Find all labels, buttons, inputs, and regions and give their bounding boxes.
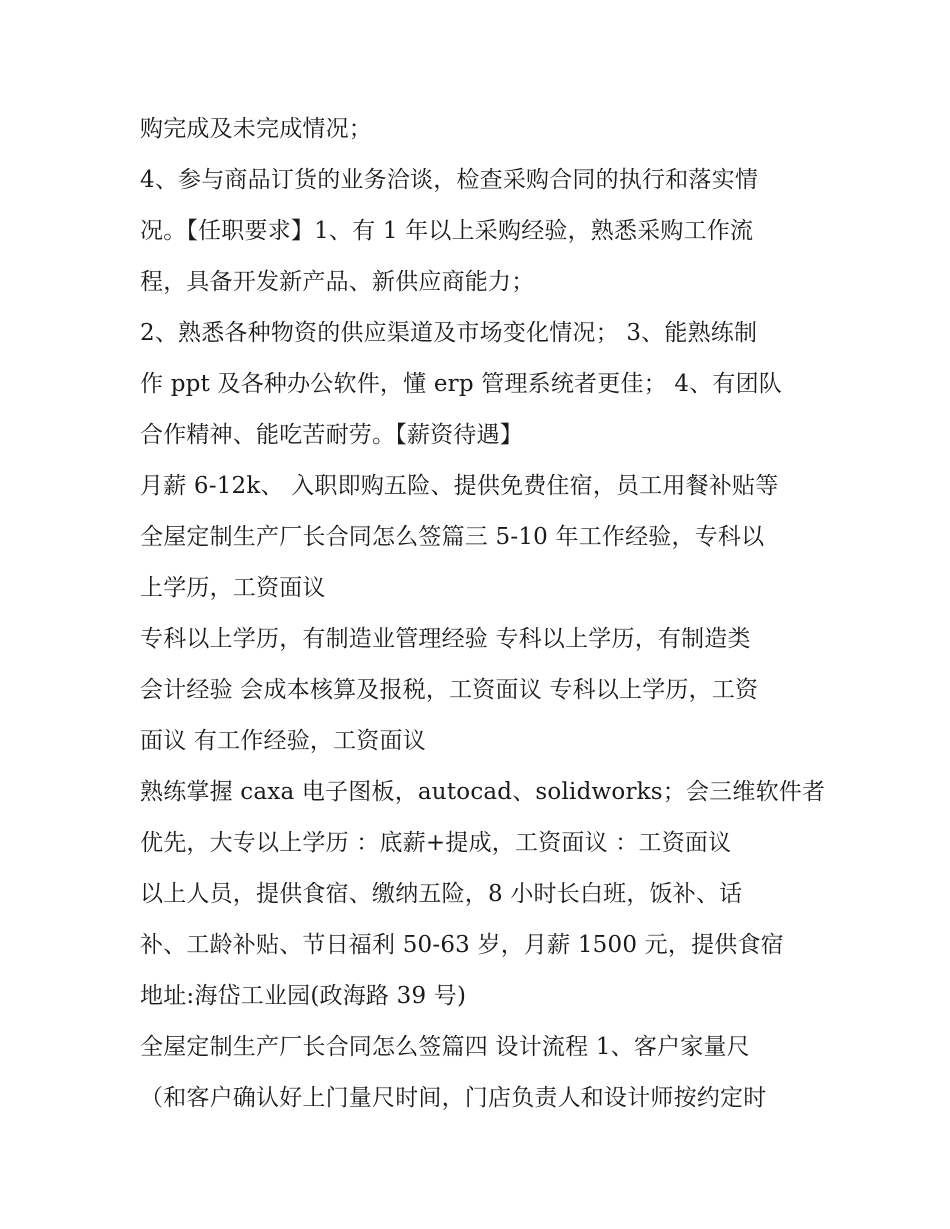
- text-line: 会计经验 会成本核算及报税，工资面议 专科以上学历，工资: [140, 677, 759, 703]
- text-line: 全屋定制生产厂长合同怎么签篇三 5-10 年工作经验，专科以: [140, 524, 765, 550]
- text-line: 程，具备开发新产品、新供应商能力；: [140, 269, 535, 295]
- text-line: （和客户确认好上门量尺时间，门店负责人和设计师按约定时: [140, 1085, 767, 1111]
- text-line: 优先，大专以上学历 ：底薪+提成，工资面议 ：工资面议: [140, 830, 732, 856]
- text-line: 全屋定制生产厂长合同怎么签篇四 设计流程 1、客户家量尺: [140, 1034, 750, 1060]
- text-line: 以上人员，提供食宿、缴纳五险，8 小时长白班，饭补、话: [140, 881, 743, 907]
- text-line: 4、参与商品订货的业务洽谈，检查采购合同的执行和落实情: [140, 167, 759, 193]
- text-line: 面议 有工作经验，工资面议: [140, 728, 426, 754]
- text-line: 况。【任职要求】1、有 1 年以上采购经验，熟悉采购工作流: [140, 218, 754, 244]
- body-text: [140, 104, 830, 1124]
- text-line: 月薪 6-12k、 入职即购五险、提供免费住宿，员工用餐补贴等: [140, 473, 779, 499]
- text-line: 作 ppt 及各种办公软件，懂 erp 管理系统者更佳； 4、有团队: [140, 371, 783, 397]
- text-line: 地址:海岱工业园(政海路 39 号): [140, 983, 467, 1009]
- text-line: 补、工龄补贴、节日福利 50-63 岁，月薪 1500 元，提供食宿: [140, 932, 784, 958]
- text-line: 专科以上学历，有制造业管理经验 专科以上学历，有制造类: [140, 626, 751, 652]
- text-line: 合作精神、能吃苦耐劳。【薪资待遇】: [140, 422, 523, 448]
- text-line: 熟练掌握 caxa 电子图板，autocad、solidworks；会三维软件者: [140, 779, 826, 805]
- text-line: 上学历，工资面议: [140, 575, 326, 601]
- text-line: 2、熟悉各种物资的供应渠道及市场变化情况； 3、能熟练制: [140, 320, 758, 346]
- text-line: 购完成及未完成情况；: [140, 116, 372, 142]
